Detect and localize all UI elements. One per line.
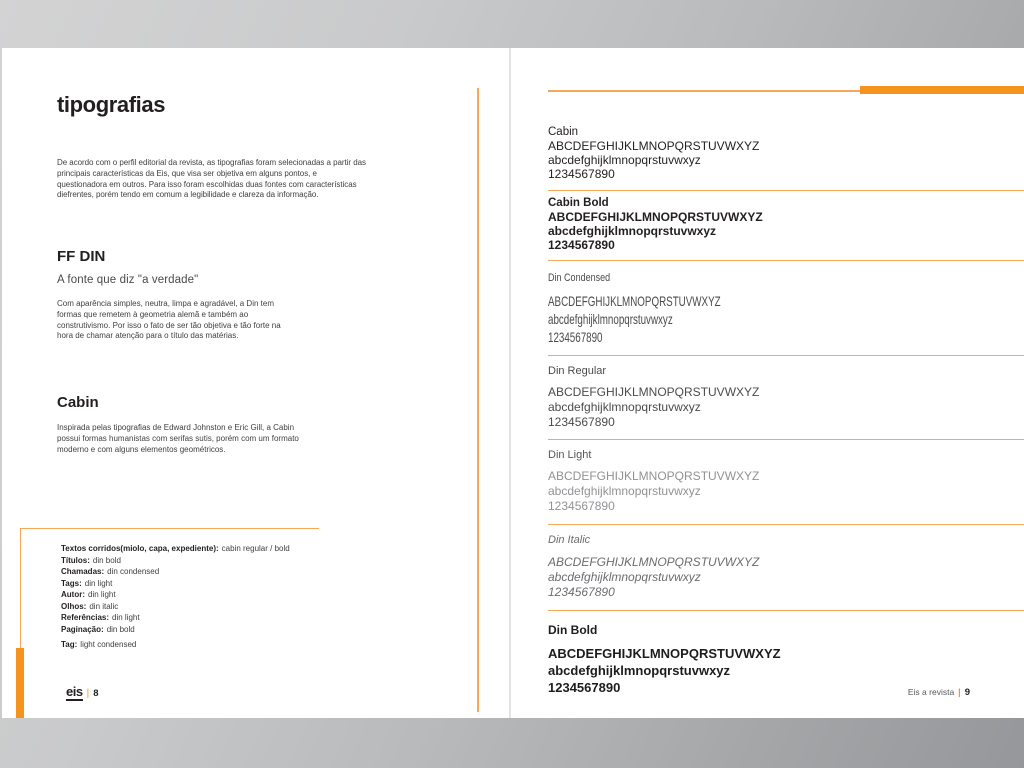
cabin-heading: Cabin — [57, 394, 99, 411]
specimen-block — [548, 91, 1024, 191]
specimen-digits: 1234567890 — [548, 238, 615, 252]
specimen-digits: 1234567890 — [548, 415, 615, 429]
footer-separator-right: | — [958, 687, 961, 697]
specimen-font-name: Din Italic — [548, 534, 591, 546]
ffdin-paragraph: Com aparência simples, neutra, limpa e agradável, a Din tem formas que remetem à geometria alemã e também ao construtivismo. Por isso o fato de ser tão objetiva e tão forte na hora de chamar atenção para o título das matérias. — [57, 299, 281, 341]
specimen-uppercase: ABCDEFGHIJKLMNOPQRSTUVWXYZ — [548, 210, 763, 224]
usage-row — [61, 543, 319, 555]
accent-vertical-line — [477, 88, 479, 712]
specimen-lowercase: abcdefghijklmnopqrstuvwxyz — [548, 311, 673, 327]
usage-row — [61, 639, 319, 651]
page-number-left: 8 — [93, 688, 99, 699]
accent-thick-bar — [16, 648, 24, 718]
usage-label: Paginação: — [61, 624, 104, 634]
ffdin-subtitle: A fonte que diz "a verdade" — [57, 274, 199, 286]
usage-label: Tags: — [61, 578, 82, 588]
specimen-lowercase: abcdefghijklmnopqrstuvwxyz — [548, 400, 701, 414]
specimen-list — [548, 91, 1024, 696]
footer-separator-left: | — [86, 688, 90, 699]
footer-left — [66, 685, 98, 701]
specimen-block — [548, 611, 1024, 696]
specimen-font-name: Din Condensed — [548, 272, 611, 284]
specimen-lowercase: abcdefghijklmnopqrstuvwxyz — [548, 224, 717, 238]
usage-row — [61, 578, 319, 590]
usage-row — [61, 589, 319, 601]
specimen-digits: 1234567890 — [548, 329, 603, 345]
page-number-right: 9 — [964, 687, 970, 698]
specimen-uppercase: ABCDEFGHIJKLMNOPQRSTUVWXYZ — [548, 469, 760, 483]
usage-row — [61, 624, 319, 636]
specimen-block — [548, 440, 1024, 525]
usage-value: light condensed — [80, 640, 137, 649]
usage-label: Tag: — [61, 640, 78, 649]
usage-value: din bold — [106, 624, 135, 634]
specimen-digits: 1234567890 — [548, 499, 615, 513]
footer-right-label: Eis a revista — [907, 687, 955, 697]
usage-list — [61, 543, 319, 651]
specimen-block — [548, 191, 1024, 261]
specimen-lowercase: abcdefghijklmnopqrstuvwxyz — [548, 484, 701, 498]
cabin-paragraph: Inspirada pelas tipografias de Edward Johnston e Eric Gill, a Cabin possui formas humanistas com serifas sutis, porém com um formato moderno e com alguns elementos geométricos. — [57, 423, 299, 454]
specimen-lowercase: abcdefghijklmnopqrstuvwxyz — [548, 153, 701, 167]
usage-value: din light — [112, 613, 140, 622]
intro-paragraph: De acordo com o perfil editorial da revista, as tipografias foram selecionadas a partir das principais características da Eis, que visa ser objetiva em alguns pontos, e questionadora em outros. Para isso foram escolhidas duas fontes com características diefrentes, porém tendo em comum a legibilidade e clareza da informação. — [57, 158, 366, 200]
specimen-block — [548, 356, 1024, 440]
specimen-uppercase: ABCDEFGHIJKLMNOPQRSTUVWXYZ — [548, 293, 721, 309]
specimen-lowercase: abcdefghijklmnopqrstuvwxyz — [548, 663, 731, 678]
footer-right — [908, 687, 970, 698]
specimen-uppercase: ABCDEFGHIJKLMNOPQRSTUVWXYZ — [548, 385, 760, 399]
usage-box — [20, 528, 319, 700]
usage-row — [61, 601, 319, 613]
specimen-font-name: Din Bold — [548, 623, 598, 637]
specimen-font-name: Cabin — [548, 126, 579, 138]
usage-row — [61, 612, 319, 624]
page-right — [510, 48, 1024, 718]
usage-value: din condensed — [107, 567, 160, 576]
specimen-uppercase: ABCDEFGHIJKLMNOPQRSTUVWXYZ — [548, 555, 760, 569]
usage-value: cabin regular / bold — [221, 544, 290, 553]
usage-row — [61, 566, 319, 578]
specimen-digits: 1234567890 — [548, 680, 621, 695]
usage-value: din light — [84, 578, 113, 588]
page-title: tipografias — [57, 92, 166, 117]
specimen-digits: 1234567890 — [548, 167, 615, 181]
specimen-block — [548, 261, 1024, 356]
specimen-font-name: Din Light — [548, 449, 592, 461]
specimen-lowercase: abcdefghijklmnopqrstuvwxyz — [548, 570, 701, 584]
usage-label: Chamadas: — [61, 567, 105, 576]
usage-row — [61, 555, 319, 567]
specimen-uppercase: ABCDEFGHIJKLMNOPQRSTUVWXYZ — [548, 139, 760, 153]
usage-value: din italic — [89, 601, 119, 611]
ffdin-heading: FF DIN — [57, 248, 106, 265]
specimen-block — [548, 525, 1024, 611]
usage-value: din bold — [92, 555, 121, 565]
specimen-font-name: Din Regular — [548, 365, 607, 377]
specimen-font-name: Cabin Bold — [548, 197, 609, 209]
usage-label: Referências: — [61, 613, 110, 622]
specimen-uppercase: ABCDEFGHIJKLMNOPQRSTUVWXYZ — [548, 646, 781, 661]
usage-value: din light — [88, 590, 116, 599]
usage-label: Títulos: — [61, 555, 90, 565]
specimen-digits: 1234567890 — [548, 585, 615, 599]
usage-label: Textos corridos(miolo, capa, expediente): — [61, 544, 219, 553]
page-left — [2, 48, 509, 718]
magazine-spread — [2, 48, 1024, 718]
usage-label: Olhos: — [61, 601, 87, 611]
usage-label: Autor: — [61, 590, 85, 599]
eis-logo: eis — [66, 684, 83, 699]
